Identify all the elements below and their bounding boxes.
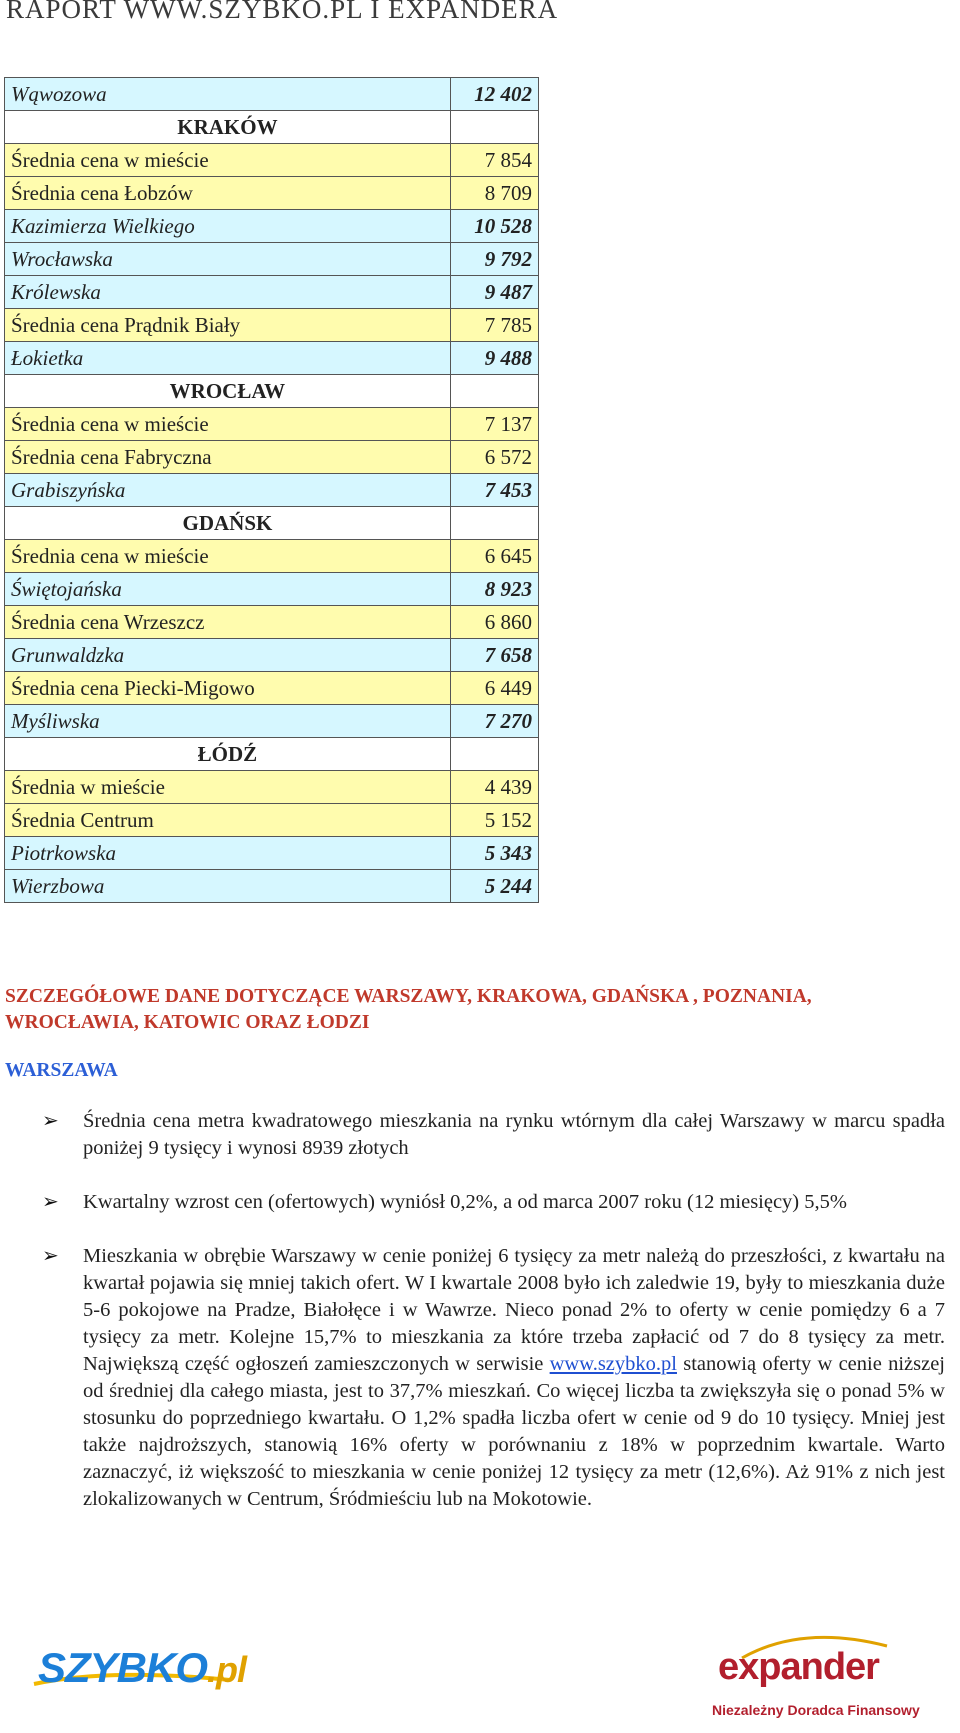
szybko-logo-text: SZYBKO.pl bbox=[38, 1644, 247, 1691]
location-name: Wierzbowa bbox=[5, 870, 451, 903]
price-value: 7 453 bbox=[450, 474, 538, 507]
price-value bbox=[450, 507, 538, 540]
price-value: 9 487 bbox=[450, 276, 538, 309]
table-row bbox=[5, 243, 539, 276]
table-row bbox=[5, 837, 539, 870]
table-row bbox=[5, 78, 539, 111]
price-value bbox=[450, 111, 538, 144]
subsection-title-warsaw: WARSZAWA bbox=[5, 1060, 118, 1081]
bullet-item bbox=[0, 1243, 945, 1513]
city-header-row bbox=[5, 375, 539, 408]
table-row bbox=[5, 309, 539, 342]
table-row bbox=[5, 177, 539, 210]
table-row bbox=[5, 276, 539, 309]
table-row bbox=[5, 639, 539, 672]
table-row bbox=[5, 804, 539, 837]
table-row bbox=[5, 342, 539, 375]
price-value: 8 923 bbox=[450, 573, 538, 606]
table-row bbox=[5, 210, 539, 243]
price-value: 7 785 bbox=[450, 309, 538, 342]
location-name: Grunwaldzka bbox=[5, 639, 451, 672]
table-row bbox=[5, 408, 539, 441]
price-value bbox=[450, 375, 538, 408]
arrow-bullet-icon: ➢ bbox=[42, 1110, 59, 1132]
expander-logo bbox=[712, 1628, 922, 1728]
city-name: GDAŃSK bbox=[5, 507, 451, 540]
price-value: 6 449 bbox=[450, 672, 538, 705]
table-row bbox=[5, 144, 539, 177]
price-value: 6 572 bbox=[450, 441, 538, 474]
location-name: Grabiszyńska bbox=[5, 474, 451, 507]
price-value: 8 709 bbox=[450, 177, 538, 210]
price-value: 7 270 bbox=[450, 705, 538, 738]
table-row bbox=[5, 474, 539, 507]
location-name: Piotrkowska bbox=[5, 837, 451, 870]
bullet-item bbox=[0, 1108, 945, 1162]
price-value: 10 528 bbox=[450, 210, 538, 243]
city-name: ŁÓDŹ bbox=[5, 738, 451, 771]
price-value: 7 137 bbox=[450, 408, 538, 441]
table-row bbox=[5, 870, 539, 903]
location-name: Średnia cena Piecki-Migowo bbox=[5, 672, 451, 705]
report-header: RAPORT WWW.SZYBKO.PL I EXPANDERA bbox=[6, 0, 559, 24]
city-name: KRAKÓW bbox=[5, 111, 451, 144]
bullet-text-part: stanowią oferty w cenie niższej od średniej dla całego miasta, jest to 37,7% mieszkań. Co więcej liczba ta zwiększyła się o ponad 5% w stosunku do poprzedniego kwartału. O 1,2% spadła liczba ofert w cenie od 9 do 10 tysięcy. Mniej jest także najdroższych, stanowią 16% oferty w porównaniu z 18% w poprzednim kwartale. Warto zaznaczyć, iż większość to mieszkania w cenie poniżej 12 tysięcy za metr (12,6%). Aż 91% z nich jest zlokalizowanych w Centrum, Śródmieściu lub na Mokotowie. bbox=[83, 1353, 945, 1510]
price-value: 5 152 bbox=[450, 804, 538, 837]
location-name: Średnia cena Prądnik Biały bbox=[5, 309, 451, 342]
location-name: Średnia cena Wrzeszcz bbox=[5, 606, 451, 639]
price-value: 9 792 bbox=[450, 243, 538, 276]
bullet-item bbox=[0, 1189, 945, 1216]
bullet-text: Średnia cena metra kwadratowego mieszkania na rynku wtórnym dla całej Warszawy w marcu spadła poniżej 9 tysięcy i wynosi 8939 złotych bbox=[83, 1110, 945, 1159]
location-name: Świętojańska bbox=[5, 573, 451, 606]
location-name: Średnia w mieście bbox=[5, 771, 451, 804]
price-value: 5 343 bbox=[450, 837, 538, 870]
city-header-row bbox=[5, 111, 539, 144]
location-name: Łokietka bbox=[5, 342, 451, 375]
table-row bbox=[5, 573, 539, 606]
price-value bbox=[450, 738, 538, 771]
price-table bbox=[4, 77, 539, 903]
arrow-bullet-icon: ➢ bbox=[42, 1245, 59, 1267]
bullet-text-part: Mieszkania w obrębie Warszawy w cenie poniżej 6 tysięcy za metr należą do przeszłości, z kwartału na kwartał pojawia się mniej takich ofert. W I kwartale 2008 było ich zaledwie 19, były to mieszkania duże 5-6 pokojowe na Pradze, Białołęce i w Wawrze. Nieco ponad 2% to oferty w cenie pomiędzy 6 a 7 tysięcy za metr. Kolejne 15,7% to mieszkania za które trzeba zapłacić od 7 do 8 tysięcy za metr. Największą część ogłoszeń zamieszczonych w serwisie bbox=[83, 1245, 945, 1375]
price-value: 5 244 bbox=[450, 870, 538, 903]
arrow-bullet-icon: ➢ bbox=[42, 1191, 59, 1213]
szybko-logo bbox=[30, 1640, 245, 1700]
location-name: Myśliwska bbox=[5, 705, 451, 738]
price-value: 9 488 bbox=[450, 342, 538, 375]
price-table-body bbox=[5, 78, 539, 903]
price-value: 6 645 bbox=[450, 540, 538, 573]
city-header-row bbox=[5, 507, 539, 540]
section-title: SZCZEGÓŁOWE DANE DOTYCZĄCE WARSZAWY, KRAKOWA, GDAŃSKA , POZNANIA, WROCŁAWIA, KATOWIC ORAZ ŁODZI bbox=[5, 986, 812, 1033]
price-value: 4 439 bbox=[450, 771, 538, 804]
location-name: Średnia cena w mieście bbox=[5, 144, 451, 177]
location-name: Średnia cena w mieście bbox=[5, 408, 451, 441]
price-value: 7 658 bbox=[450, 639, 538, 672]
location-name: Średnia cena w mieście bbox=[5, 540, 451, 573]
price-value: 12 402 bbox=[450, 78, 538, 111]
location-name: Królewska bbox=[5, 276, 451, 309]
table-row bbox=[5, 606, 539, 639]
location-name: Wrocławska bbox=[5, 243, 451, 276]
table-row bbox=[5, 540, 539, 573]
location-name: Średnia Centrum bbox=[5, 804, 451, 837]
location-name: Średnia cena Fabryczna bbox=[5, 441, 451, 474]
bullet-text: Kwartalny wzrost cen (ofertowych) wyniósł 0,2%, a od marca 2007 roku (12 miesięcy) 5,5% bbox=[83, 1191, 847, 1213]
bullet-list bbox=[0, 1108, 945, 1513]
city-header-row bbox=[5, 738, 539, 771]
table-row bbox=[5, 672, 539, 705]
price-value: 7 854 bbox=[450, 144, 538, 177]
location-name: Średnia cena Łobzów bbox=[5, 177, 451, 210]
table-row bbox=[5, 705, 539, 738]
table-row bbox=[5, 771, 539, 804]
city-name: WROCŁAW bbox=[5, 375, 451, 408]
szybko-link[interactable]: www.szybko.pl bbox=[549, 1353, 677, 1375]
expander-tagline: Niezależny Doradca Finansowy bbox=[712, 1702, 920, 1718]
price-value: 6 860 bbox=[450, 606, 538, 639]
location-name: Kazimierza Wielkiego bbox=[5, 210, 451, 243]
location-name: Wąwozowa bbox=[5, 78, 451, 111]
expander-logo-text: expander bbox=[718, 1646, 879, 1688]
table-row bbox=[5, 441, 539, 474]
